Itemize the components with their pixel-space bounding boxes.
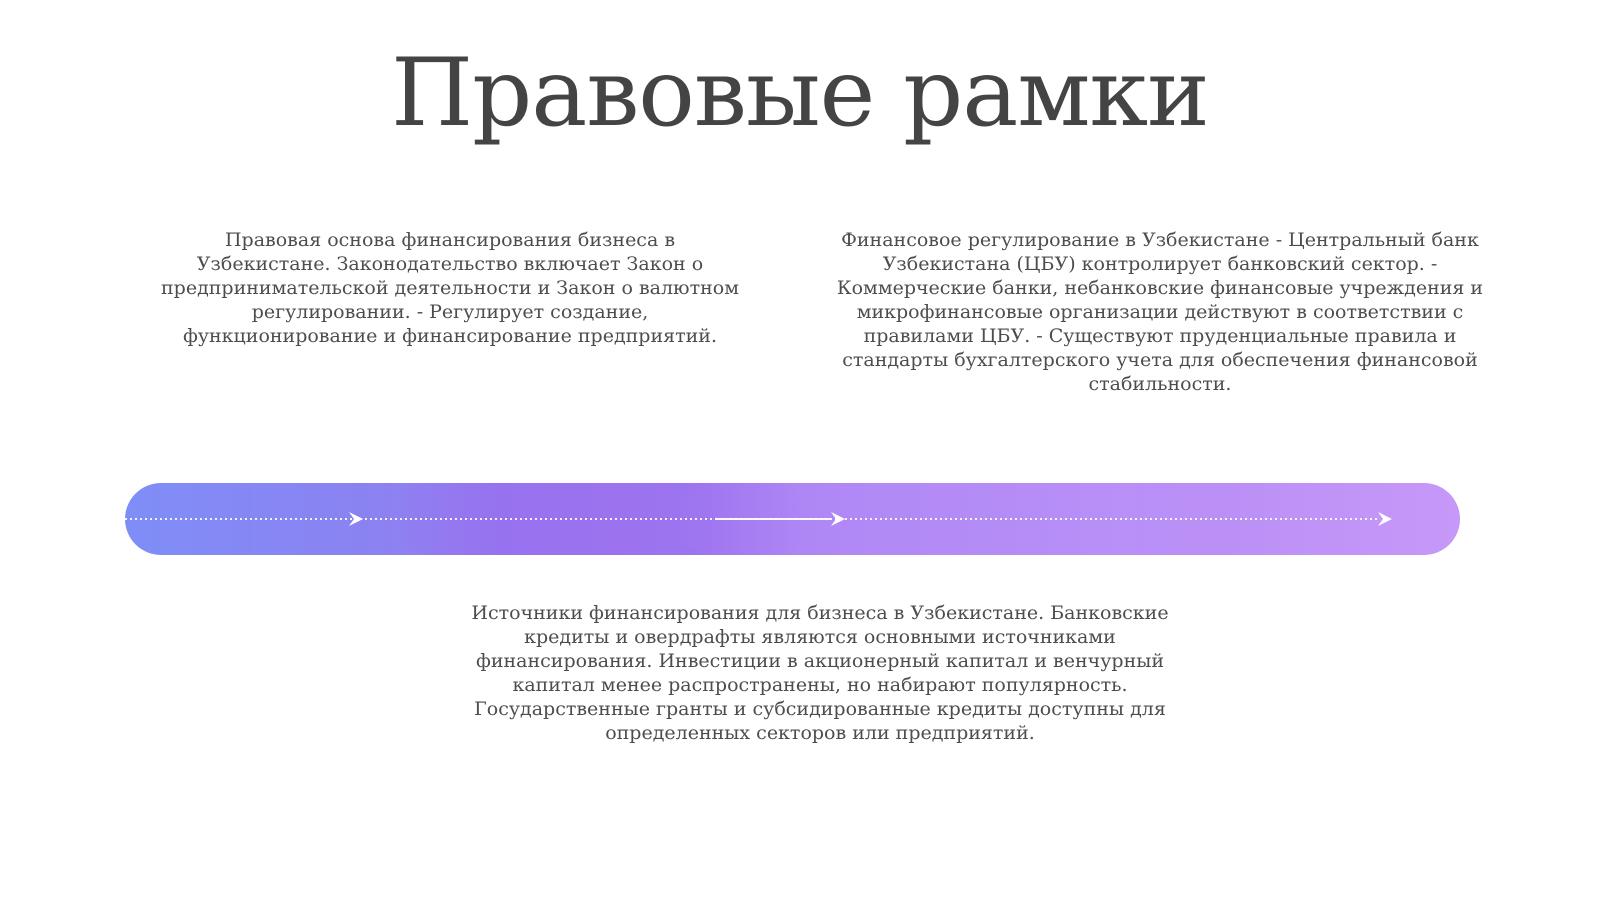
text-block-financial-regulation: Финансовое регулирование в Узбекистане - Центральный банк Узбекистана (ЦБУ) контролирует банковский сектор. - Коммерческие банки, небанковские финансовые учреждения и микрофинансовые организации действуют в соответствии с правилами ЦБУ. - Существуют пруденциальные правила и стандарты бухгалтерского учета для обеспечения финансовой стабильности. <box>836 229 1484 395</box>
arrow-right-icon <box>831 512 845 526</box>
timeline-arrow-line <box>125 483 1460 555</box>
text-block-financing-sources: Источники финансирования для бизнеса в Узбекистане. Банковские кредиты и овердрафты являются основными источниками финансирования. Инвестиции в акционерный капитал и венчурный капитал менее распространены, но набирают популярность. Государственные гранты и субсидированные кредиты доступны для определенных секторов или предприятий. <box>471 602 1169 744</box>
text-block-legal-basis: Правовая основа финансирования бизнеса в Узбекистане. Законодательство включает Закон о предпринимательской деятельности и Закон о валютном регулировании. - Регулирует создание, функционирование и финансирование предприятий. <box>161 229 739 347</box>
arrow-right-icon <box>1378 512 1392 526</box>
timeline-bar <box>125 483 1460 555</box>
slide-title: Правовые рамки <box>391 39 1209 148</box>
